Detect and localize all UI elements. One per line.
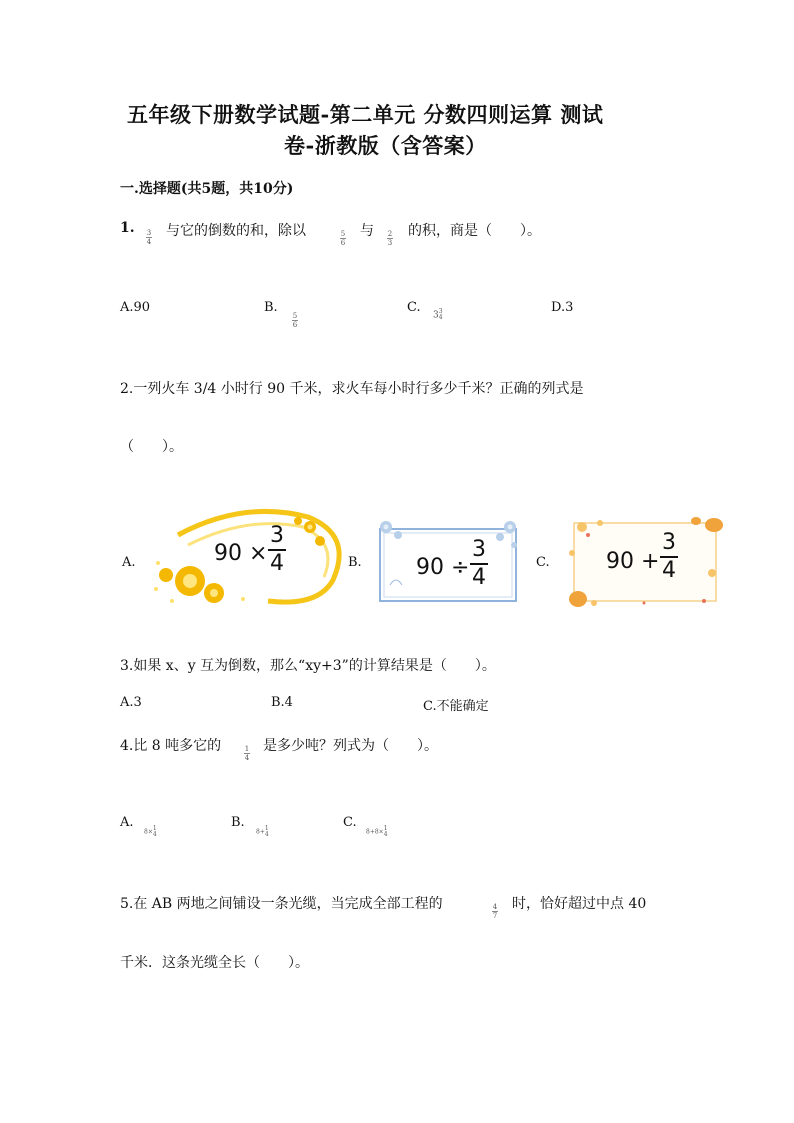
q1-text-b: 与	[360, 223, 374, 239]
q2-option-a-expr: 90 ×	[214, 541, 268, 566]
q3-option-a[interactable]: A.3	[120, 695, 142, 710]
q2-option-a-label[interactable]: A.	[122, 555, 136, 570]
q2-option-a-fraction: 3 4	[270, 523, 284, 576]
q4-option-b-label[interactable]: B.	[231, 815, 245, 830]
q2-option-b-label[interactable]: B.	[348, 555, 362, 570]
q4-option-c-label[interactable]: C.	[343, 815, 357, 830]
q2-option-a-card[interactable]	[148, 505, 344, 609]
page-title-line1: 五年级下册数学试题-第二单元 分数四则运算 测试	[127, 102, 604, 127]
q4-option-c-expr: 8+8×1 4	[366, 825, 388, 838]
q3-option-b[interactable]: B.4	[271, 695, 293, 710]
q2-option-b-expr: 90 ÷	[416, 555, 470, 580]
q4-option-b-expr: 8+1 4	[256, 825, 269, 838]
q1-option-b-label[interactable]: B.	[264, 300, 278, 315]
q1-fraction-c: 2 3	[387, 230, 393, 247]
q2-option-c-label[interactable]: C.	[536, 555, 550, 570]
q4-text-b: 是多少吨？列式为（ ）。	[263, 738, 438, 754]
q5-fraction: 4 7	[492, 903, 498, 920]
q2-option-c-fraction: 3 4	[662, 530, 676, 583]
q2-option-c-expr: 90 +	[606, 549, 660, 574]
q4-fraction: 1 4	[244, 745, 250, 762]
q2-text-line2: （ ）。	[120, 439, 183, 455]
q2-option-b-card[interactable]	[372, 515, 524, 607]
q5-text-b: 时，恰好超过中点 40	[512, 896, 647, 912]
q1-option-c-mixed: 33 4	[433, 308, 443, 321]
q1-text-c: 的积，商是（ ）。	[408, 223, 541, 239]
page-title-line2: 卷-浙教版（含答案）	[284, 133, 487, 158]
q4-option-a-expr: 8×1 4	[144, 825, 157, 838]
q4-option-a-label[interactable]: A.	[120, 815, 134, 830]
q2-option-c-card[interactable]	[564, 513, 726, 611]
q1-option-a[interactable]: A.90	[120, 300, 151, 315]
q3-option-c[interactable]: C.不能确定	[423, 699, 489, 714]
q3-text: 3.如果 x、y 互为倒数，那么“xy+3”的计算结果是（ ）。	[120, 658, 496, 674]
section-heading: 一.选择题(共5题，共10分)	[120, 181, 294, 197]
q4-text-a: 4.比 8 吨多它的	[120, 738, 222, 754]
q5-text-a: 5.在 AB 两地之间铺设一条光缆，当完成全部工程的	[120, 896, 443, 912]
q1-number: 1.	[120, 220, 135, 236]
q1-text-a: 与它的倒数的和，除以	[166, 223, 306, 239]
q2-text-line1: 2.一列火车 3/4 小时行 90 千米，求火车每小时行多少千米？正确的列式是	[120, 381, 584, 397]
q1-option-c-label[interactable]: C.	[407, 300, 421, 315]
q1-fraction-a: 3 4	[146, 229, 152, 246]
q1-option-d[interactable]: D.3	[551, 300, 574, 315]
q1-fraction-b: 5 6	[340, 230, 346, 247]
q2-option-b-fraction: 3 4	[472, 537, 486, 590]
q1-option-b-fraction: 5 6	[292, 312, 298, 329]
q5-text-line2: 千米．这条光缆全长（ ）。	[120, 955, 309, 971]
